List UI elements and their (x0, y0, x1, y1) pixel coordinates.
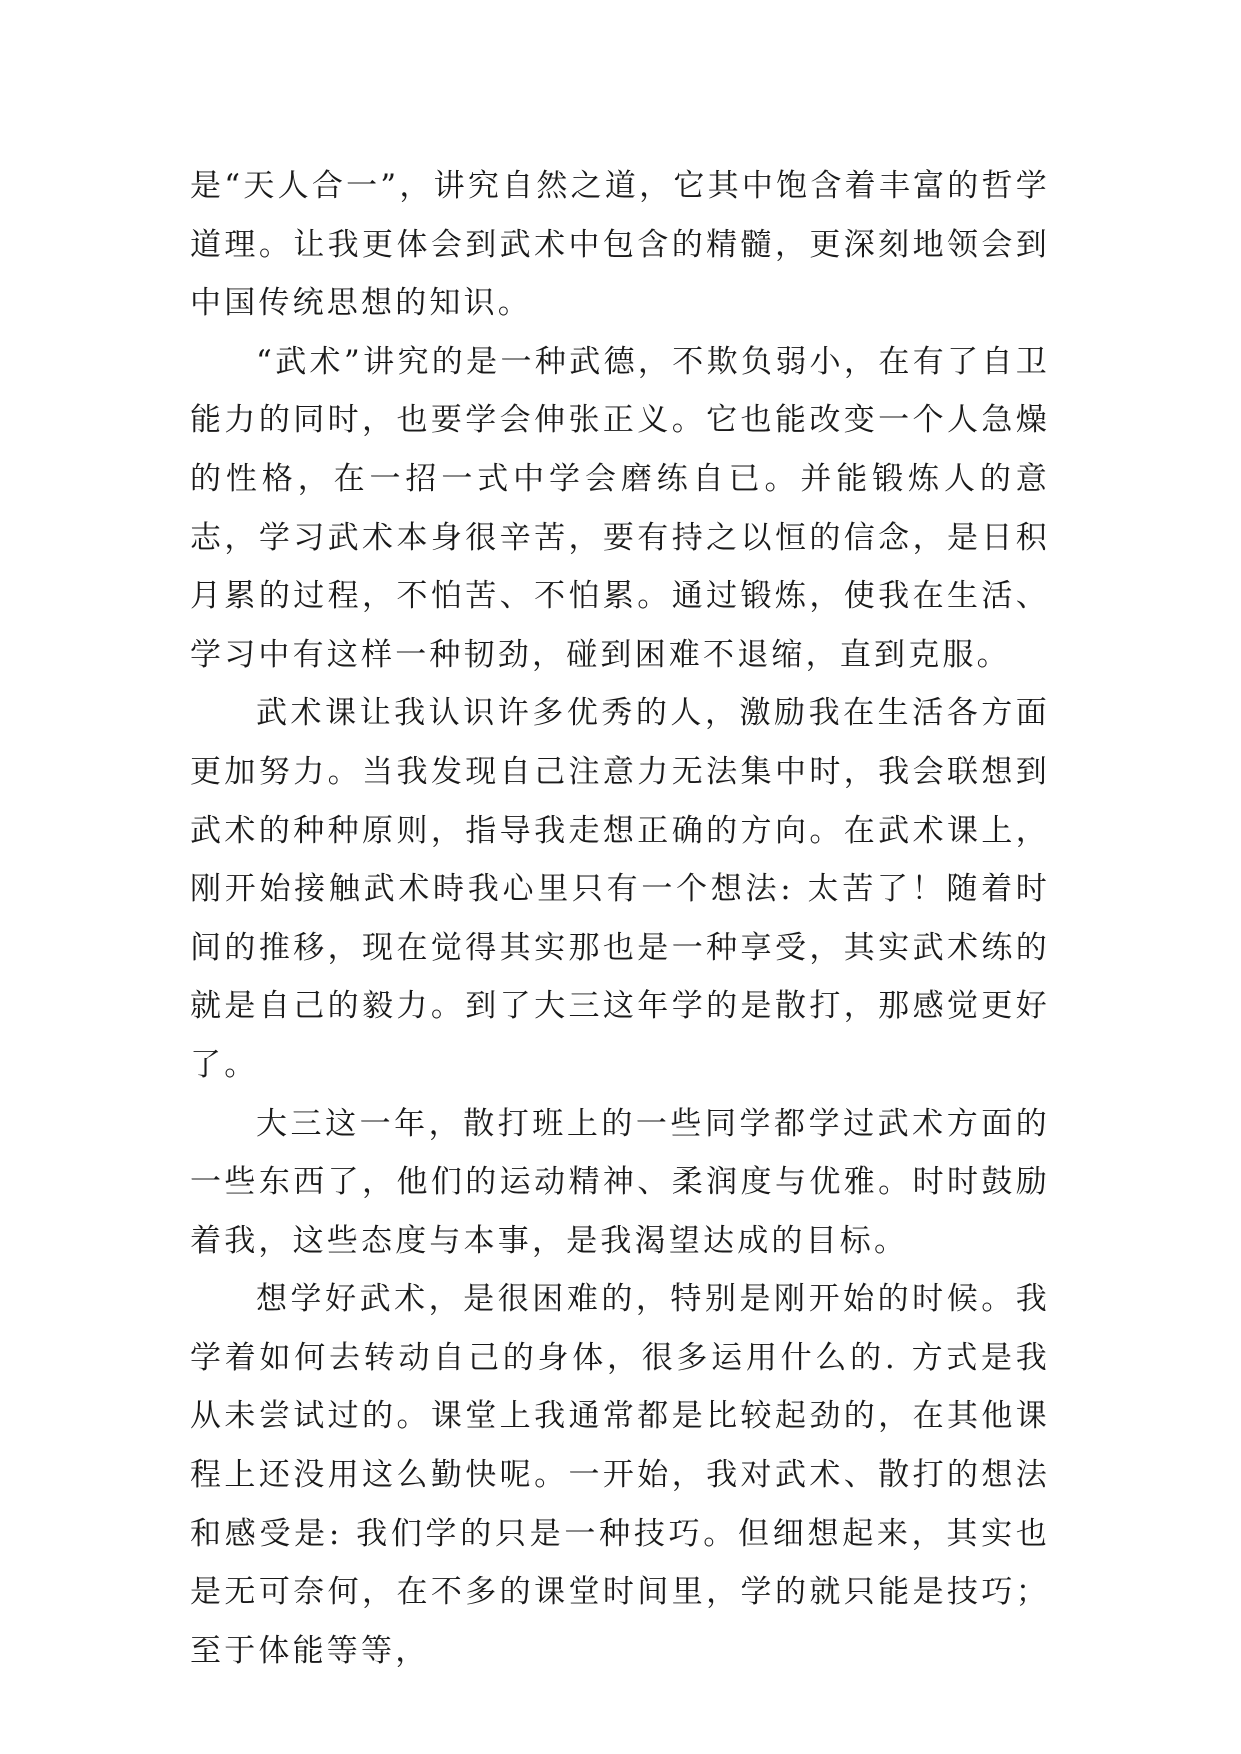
paragraph-5: 想学好武术，是很困难的，特别是刚开始的时候。我学着如何去转动自己的身体，很多运用什么的. 方式是我从未尝试过的。课堂上我通常都是比较起劲的，在其他课程上还没用这么勤快呢。一开始，我对武术、散打的想法和感受是: 我们学的只是一种技巧。但细想起来，其实也是无可奈何，在不多的课堂时间里，学的就只能是技巧；至于体能等等， (190, 1281, 1050, 1669)
document-body (190, 157, 1050, 1680)
paragraph-3: 武术课让我认识许多优秀的人，激励我在生活各方面更加努力。当我发现自己注意力无法集中时，我会联想到武术的种种原则，指导我走想正确的方向。在武术课上，刚开始接触武术時我心里只有一个想法: 太苦了！随着时间的推移，现在觉得其实那也是一种享受，其实武术练的就是自己的毅力。到了大三这年学的是散打，那感觉更好了。 (190, 695, 1050, 1083)
paragraph-1: 是“天人合一”，讲究自然之道，它其中饱含着丰富的哲学道理。让我更体会到武术中包含的精髓，更深刻地领会到中国传统思想的知识。 (190, 168, 1050, 322)
paragraph-2: “武术”讲究的是一种武德，不欺负弱小，在有了自卫能力的同时，也要学会伸张正义。它也能改变一个人急燥的性格，在一招一式中学会磨练自已。并能锻炼人的意志，学习武术本身很辛苦，要有持之以恒的信念，是日积月累的过程，不怕苦、不怕累。通过锻炼，使我在生活、学习中有这样一种韧劲，碰到困难不退缩，直到克服。 (190, 343, 1050, 673)
paragraph-4: 大三这一年，散打班上的一些同学都学过武术方面的一些东西了，他们的运动精神、柔润度与优雅。时时鼓励着我，这些态度与本事，是我渴望达成的目标。 (190, 1105, 1050, 1259)
